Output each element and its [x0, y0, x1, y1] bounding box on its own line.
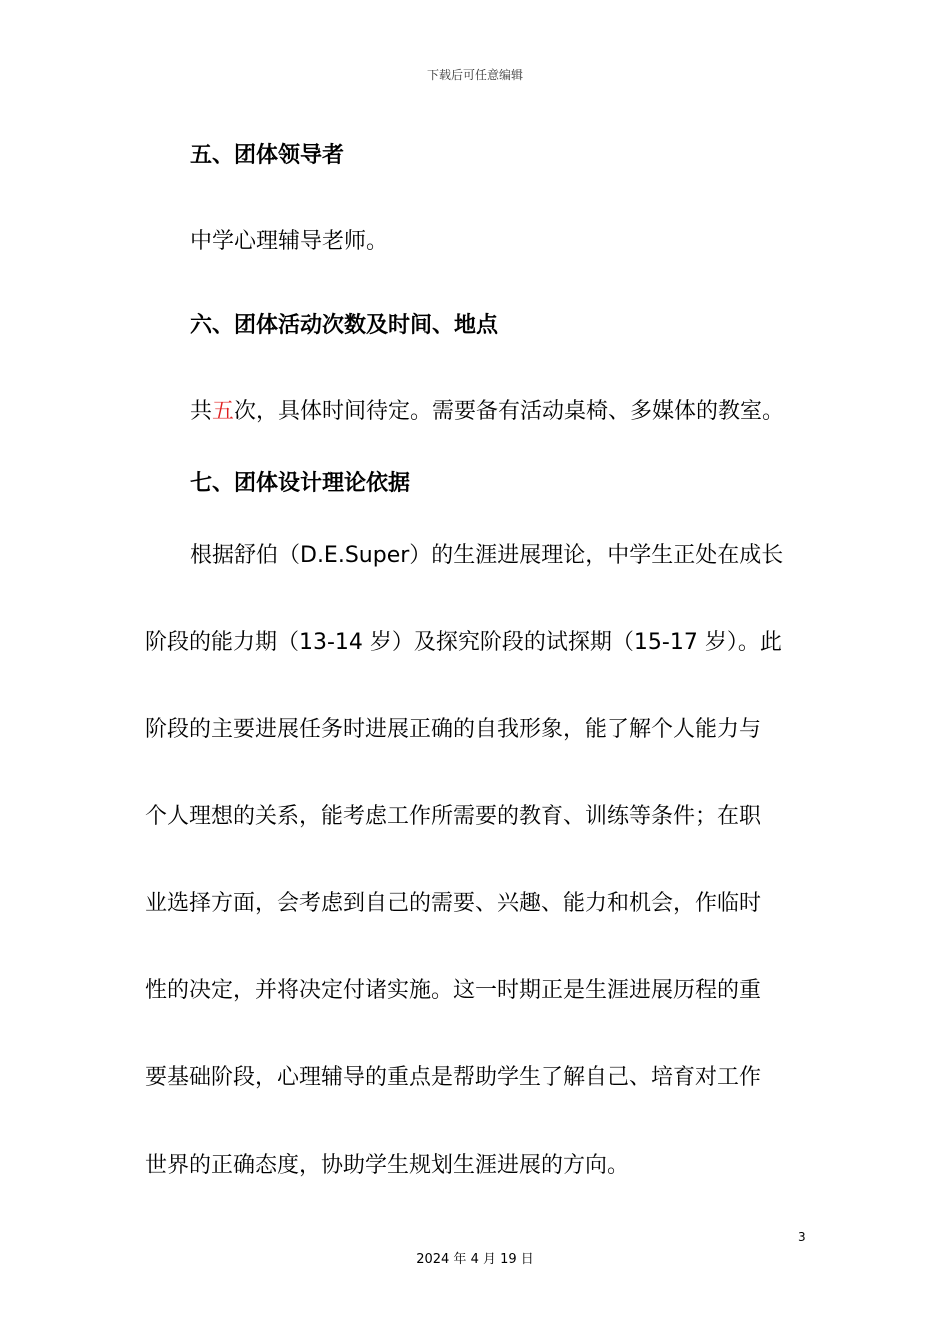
section-heading-five: 五、团体领导者 [190, 143, 345, 168]
highlighted-count: 五 [212, 399, 235, 424]
section-five-content: 中学心理辅导老师。 [190, 229, 389, 254]
body-line-4: 个人理想的关系，能考虑工作所需要的教育、训练等条件；在职 [145, 804, 762, 829]
content-prefix: 共 [190, 399, 213, 424]
body-line-6: 性的决定，并将决定付诸实施。这一时期正是生涯进展历程的重 [145, 978, 762, 1003]
footer-date: 2024 年 4 月 19 日 [416, 1252, 534, 1267]
body-line-1: 根据舒伯（D.E.Super）的生涯进展理论，中学生正处在成长 [190, 543, 784, 568]
content-suffix: 次，具体时间待定。需要备有活动桌椅、多媒体的教室。 [234, 399, 785, 424]
section-heading-six: 六、团体活动次数及时间、地点 [190, 313, 499, 338]
section-heading-seven: 七、团体设计理论依据 [190, 471, 411, 496]
body-line-7: 要基础阶段，心理辅导的重点是帮助学生了解自己、培育对工作 [145, 1065, 762, 1090]
section-six-content [190, 394, 784, 425]
page-number: 3 [798, 1230, 806, 1244]
body-line-2: 阶段的能力期（13-14 岁）及探究阶段的试探期（15-17 岁）。此 [145, 630, 782, 655]
body-line-3: 阶段的主要进展任务时进展正确的自我形象，能了解个人能力与 [145, 717, 762, 742]
header-note: 下载后可任意编辑 [426, 68, 523, 82]
body-line-5: 业选择方面，会考虑到自己的需要、兴趣、能力和机会，作临时 [145, 891, 762, 916]
body-line-8: 世界的正确态度，协助学生规划生涯进展的方向。 [145, 1153, 630, 1178]
